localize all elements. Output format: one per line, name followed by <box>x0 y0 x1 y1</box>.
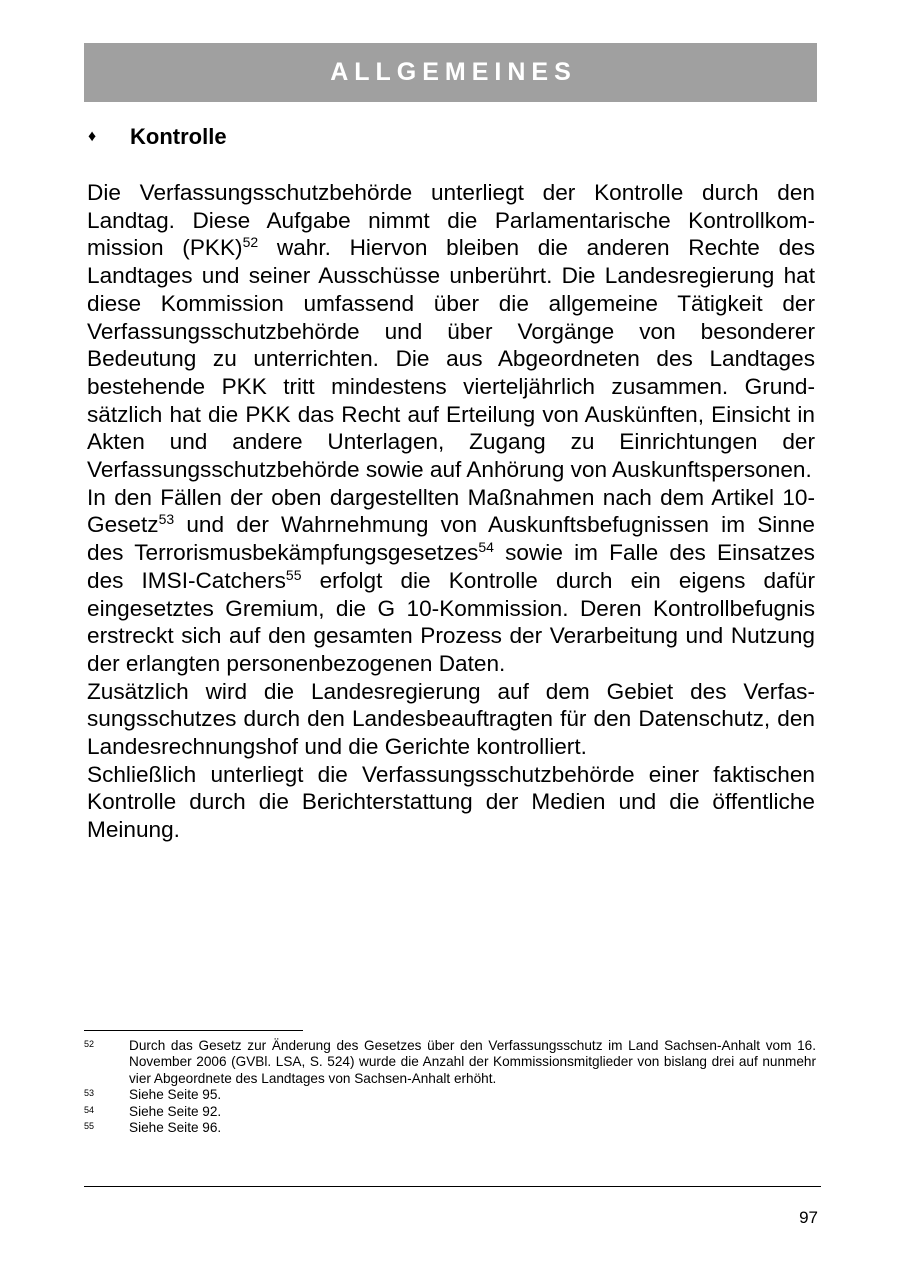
footnote-ref-52: 52 <box>242 234 259 251</box>
paragraph-1 <box>87 179 815 484</box>
diamond-bullet-icon: ♦ <box>88 128 97 145</box>
paragraph-2 <box>87 484 815 678</box>
footnote-number: 53 <box>84 1088 95 1099</box>
footnote-number: 54 <box>84 1104 95 1115</box>
section-header-band <box>84 43 817 102</box>
footnote-ref-53: 53 <box>158 511 175 528</box>
paragraph-3: Zusätzlich wird die Landesregierung auf dem Gebiet des Verfassungsschutzes durch den Landesbeauftragten für den Datenschutz, den Landesrechnungshof und die Gerichte kontrolliert. <box>87 678 815 760</box>
body-text <box>87 179 815 844</box>
paragraph-2-part-c: sowie im Falle des Einsatzes des IMSI-Catchers <box>87 540 815 593</box>
section-heading <box>86 124 227 150</box>
footnote-text: Siehe Seite 96. <box>129 1120 222 1136</box>
section-header-title: ALLGEMEINES <box>330 58 577 86</box>
footnote-item <box>84 1038 816 1087</box>
section-heading-text: Kontrolle <box>130 124 227 149</box>
paragraph-1-part-a: Die Verfassungsschutzbehörde unterliegt der Kontrolle durch den Landtag. Diese Aufgabe nimmt die Parlamentarische Kontrollkommission (PKK) <box>87 180 815 261</box>
page-footer-divider <box>84 1186 821 1187</box>
footnote-text: Durch das Gesetz zur Änderung des Gesetzes über den Verfassungsschutz im Land Sachsen-Anhalt vom 16. November 2006 (GVBl. LSA, S. 524) wurde die Anzahl der Kommissionsmitglieder von bislang drei auf nunmehr vier Abgeordnete des Landtages von Sachsen-Anhalt erhöht. <box>129 1038 816 1086</box>
footnote-text: Siehe Seite 92. <box>129 1103 222 1119</box>
paragraph-2-part-a: In den Fällen der oben dargestellten Maßnahmen nach dem Artikel 10-Gesetz <box>87 484 815 538</box>
footnote-item <box>84 1104 816 1120</box>
footnote-item <box>84 1120 816 1136</box>
paragraph-2-part-b: und der Wahrnehmung von Auskunftsbefugnissen im Sinne des Terrorismusbekämpfungsgesetzes <box>87 512 815 566</box>
footnote-number: 52 <box>84 1039 95 1049</box>
paragraph-4: Schließlich unterliegt die Verfassungsschutzbehörde einer faktischen Kontrolle durch die Berichterstattung der Medien und die öffentliche Meinung. <box>87 761 815 843</box>
footnote-text: Siehe Seite 95. <box>129 1087 222 1103</box>
footnote-ref-54: 54 <box>478 539 494 556</box>
page-number: 97 <box>799 1208 818 1227</box>
footnote-number: 55 <box>84 1121 95 1132</box>
footnote-ref-55: 55 <box>285 566 302 583</box>
footnote-divider <box>84 1030 303 1031</box>
paragraph-2-part-d: erfolgt die Kontrolle durch ein eigens dafür eingesetztes Gremium, die G 10-Kommission. Deren Kontrollbefugnis erstreckt sich auf den gesamten Prozess der Verarbeitung und Nutzung der erlangten personenbezogenen Daten. <box>87 567 815 676</box>
footnote-item <box>84 1087 816 1103</box>
paragraph-1-part-b: wahr. Hiervon bleiben die anderen Rechte des Landtages und seiner Ausschüsse unberührt. Die Landesregierung hat diese Kommission umfassend über die allgemeine Tätigkeit der Verfassungsschutzbehörde und über Vorgänge von besonderer Bedeutung zu unterrichten. Die aus Abgeordneten des Landtages bestehende PKK tritt mindestens vierteljährlich zusammen. Grundsätzlich hat die PKK das Recht auf Erteilung von Auskünften, Einsicht in Akten und andere Unterlagen, Zugang zu Einrichtungen der Verfassungsschutzbehörde sowie auf Anhörung von Auskunftspersonen. <box>87 235 816 483</box>
footnotes <box>84 1038 816 1136</box>
